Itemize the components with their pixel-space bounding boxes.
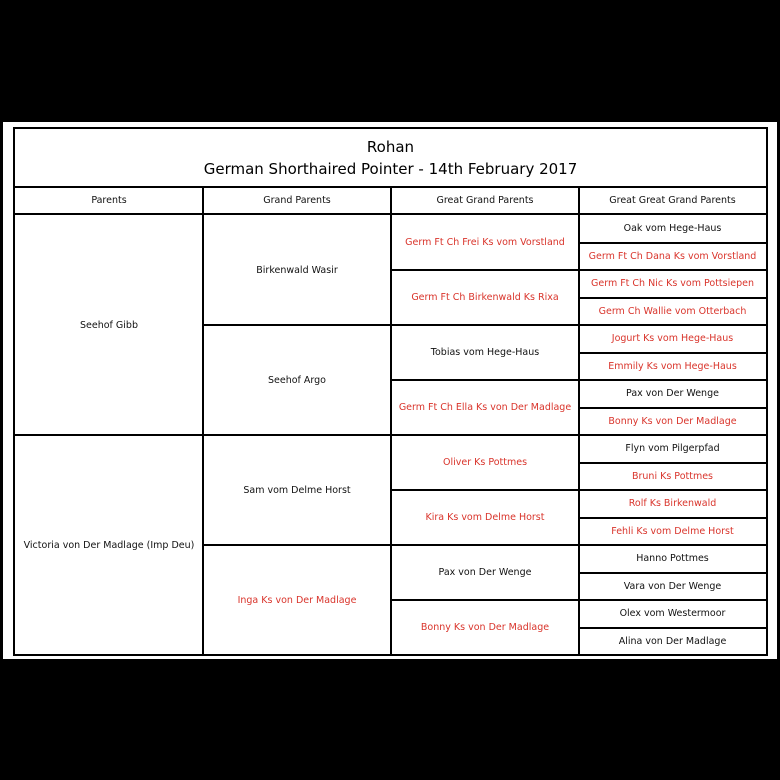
row-divider <box>579 489 766 491</box>
great-great-grandparent-cell: Fehli Ks vom Delme Horst <box>611 525 734 537</box>
row-divider <box>203 544 391 546</box>
great-great-grandparent-cell: Flyn vom Pilgerpfad <box>625 443 720 455</box>
great-great-grandparent-cell: Emmily Ks vom Hege-Haus <box>608 360 737 372</box>
pedigree-table <box>13 127 768 656</box>
row-divider <box>579 627 766 629</box>
grandparent-cell: Inga Ks von Der Madlage <box>237 594 357 606</box>
row-divider <box>579 352 766 354</box>
column-header: Great Great Grand Parents <box>579 188 766 215</box>
great-great-grandparent-cell: Oak vom Hege-Haus <box>623 223 722 235</box>
row-divider <box>579 407 766 409</box>
great-grandparent-cell: Kira Ks vom Delme Horst <box>425 512 545 523</box>
great-grandparent-cell: Bonny Ks von Der Madlage <box>420 622 550 633</box>
grandparent-cell: Sam vom Delme Horst <box>243 484 351 496</box>
title-block <box>15 129 766 188</box>
great-grandparent-cell: Germ Ft Ch Ella Ks von Der Madlage <box>398 402 572 413</box>
row-divider <box>579 324 766 326</box>
great-great-grandparent-cell: Bruni Ks Pottmes <box>631 470 714 482</box>
row-divider <box>579 297 766 299</box>
great-great-grandparent-cell: Rolf Ks Birkenwald <box>628 498 717 510</box>
row-divider <box>203 324 391 326</box>
great-grandparent-cell: Pax von Der Wenge <box>438 567 532 578</box>
row-divider <box>15 434 203 436</box>
row-divider <box>579 269 766 271</box>
dog-name: Rohan <box>366 137 415 156</box>
parent-cell: Seehof Gibb <box>80 319 138 331</box>
great-great-grandparent-cell: Pax von Der Wenge <box>626 388 719 400</box>
row-divider <box>203 434 391 436</box>
great-great-grandparent-cell: Hanno Pottmes <box>636 553 709 565</box>
column-header: Grand Parents <box>203 188 391 215</box>
great-great-grandparent-cell: Bonny Ks von Der Madlage <box>608 415 737 427</box>
row-divider <box>391 434 579 436</box>
row-divider <box>391 544 579 546</box>
breed-and-date: German Shorthaired Pointer - 14th February 2017 <box>203 159 578 178</box>
row-divider <box>579 517 766 519</box>
grandparent-cell: Seehof Argo <box>268 374 326 386</box>
row-divider <box>391 489 579 491</box>
row-divider <box>579 434 766 436</box>
row-divider <box>579 462 766 464</box>
great-grandparent-cell: Germ Ft Ch Frei Ks vom Vorstland <box>405 237 565 248</box>
row-divider <box>391 379 579 381</box>
column-header: Great Grand Parents <box>391 188 579 215</box>
great-great-grandparent-cell: Germ Ft Ch Dana Ks vom Vorstland <box>588 250 757 262</box>
row-divider <box>391 324 579 326</box>
column-header: Parents <box>15 188 203 215</box>
row-divider <box>579 544 766 546</box>
row-divider <box>391 269 579 271</box>
pedigree-sheet <box>3 122 777 659</box>
row-divider <box>579 599 766 601</box>
great-grandparent-cell: Tobias vom Hege-Haus <box>430 347 540 358</box>
great-great-grandparent-cell: Jogurt Ks vom Hege-Haus <box>611 333 734 345</box>
parent-cell: Victoria von Der Madlage (Imp Deu) <box>23 539 195 551</box>
great-great-grandparent-cell: Alina von Der Madlage <box>618 635 727 647</box>
great-great-grandparent-cell: Vara von Der Wenge <box>623 580 722 592</box>
great-great-grandparent-cell: Germ Ch Wallie vom Otterbach <box>598 305 747 317</box>
row-divider <box>579 572 766 574</box>
great-grandparent-cell: Oliver Ks Pottmes <box>442 457 528 468</box>
great-great-grandparent-cell: Germ Ft Ch Nic Ks vom Pottsiepen <box>591 278 754 290</box>
row-divider <box>579 242 766 244</box>
grandparent-cell: Birkenwald Wasir <box>256 264 338 276</box>
great-great-grandparent-cell: Olex vom Westermoor <box>619 608 726 620</box>
row-divider <box>579 379 766 381</box>
row-divider <box>391 599 579 601</box>
great-grandparent-cell: Germ Ft Ch Birkenwald Ks Rixa <box>411 292 559 303</box>
